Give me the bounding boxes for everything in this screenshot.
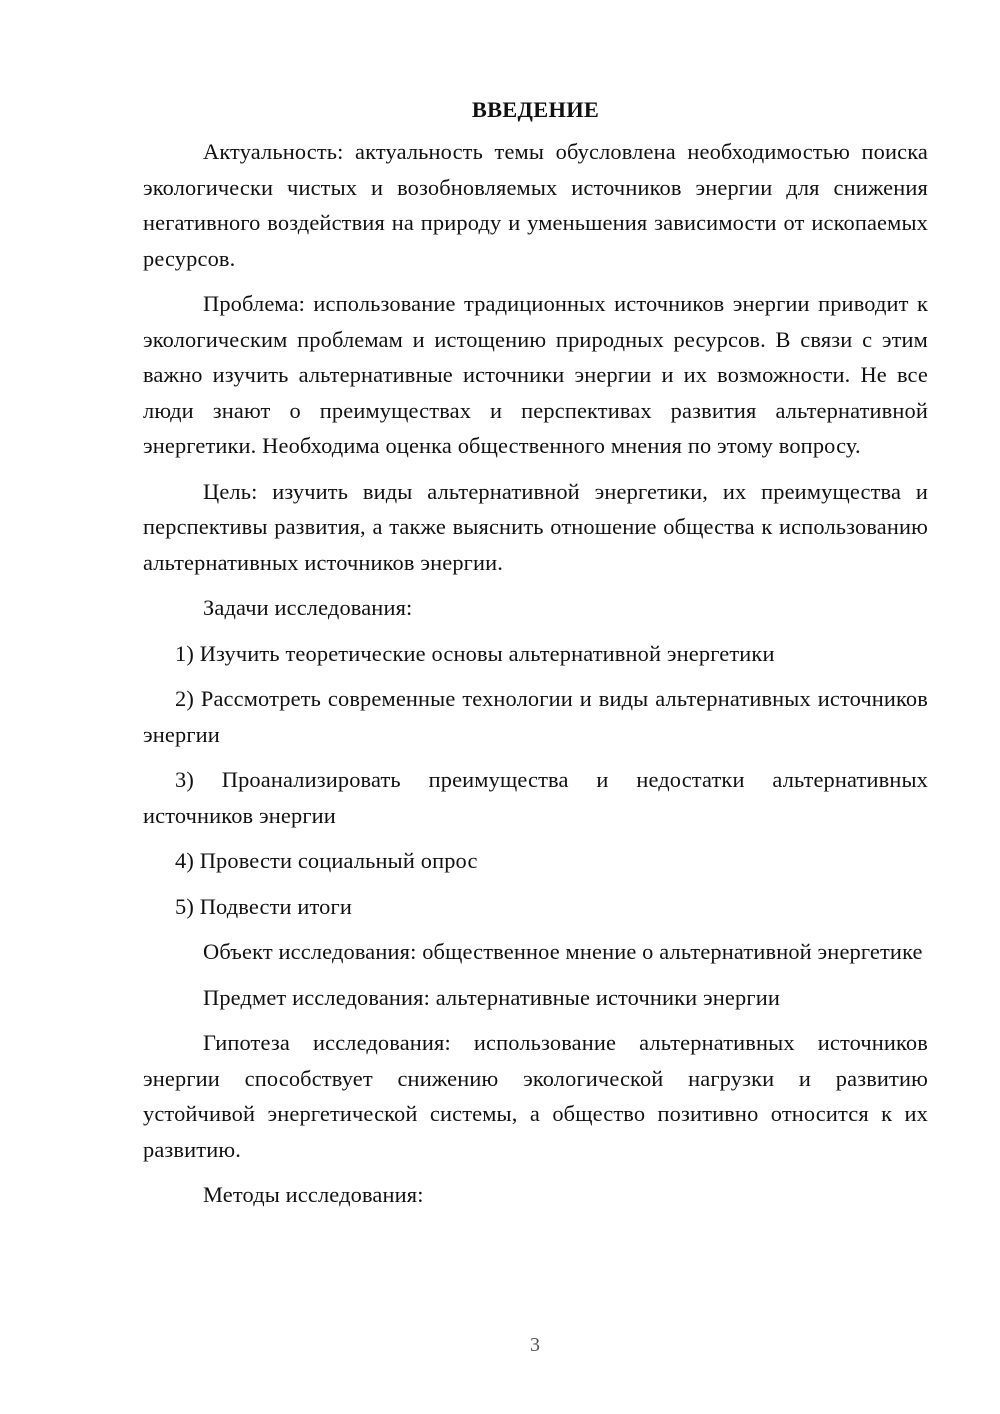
paragraph-object: Объект исследования: общественное мнение о альтернативной энергетике (203, 939, 923, 964)
task-item: 5) Подвести итоги (175, 893, 352, 919)
task-item: 4) Провести социальный опрос (175, 848, 478, 873)
task-item: 2) Рассмотреть современные технологии и виды альтернативных источников энергии (143, 686, 928, 747)
document-body (143, 92, 928, 1223)
paragraph-problem: Проблема: использование традиционных источников энергии приводит к экологическим проблемам и истощению природных ресурсов. В связи с этим важно изучить альтернативные источники энергии и их возможности. Не все люди знают о преимуществах и перспективах развития альтернативной энергетики. Необходима оценка общественного мнения по этому вопросу. (143, 291, 928, 458)
paragraph-relevance: Актуальность: актуальность темы обусловлена необходимостью поиска экологически чистых и возобновляемых источников энергии для снижения негативного воздействия на природу и уменьшения зависимости от ископаемых ресурсов. (143, 139, 928, 271)
paragraph-methods: Методы исследования: (203, 1182, 424, 1207)
paragraph-goal: Цель: изучить виды альтернативной энергетики, их преимущества и перспективы развития, а также выяснить отношение общества к использованию альтернативных источников энергии. (143, 478, 928, 575)
page-number: 3 (530, 1334, 540, 1356)
task-item: 3) Проанализировать преимущества и недостатки альтернативных источников энергии (143, 767, 928, 828)
section-title: ВВЕДЕНИЕ (471, 97, 600, 122)
paragraph-tasks-heading: Задачи исследования: (203, 595, 413, 620)
paragraph-subject: Предмет исследования: альтернативные источники энергии (203, 984, 780, 1010)
paragraph-hypothesis: Гипотеза исследования: использование альтернативных источников энергии способствует снижению экологической нагрузки и развитию устойчивой энергетической системы, а общество позитивно относится к их развитию. (143, 1030, 928, 1162)
task-item: 1) Изучить теоретические основы альтернативной энергетики (175, 640, 775, 666)
